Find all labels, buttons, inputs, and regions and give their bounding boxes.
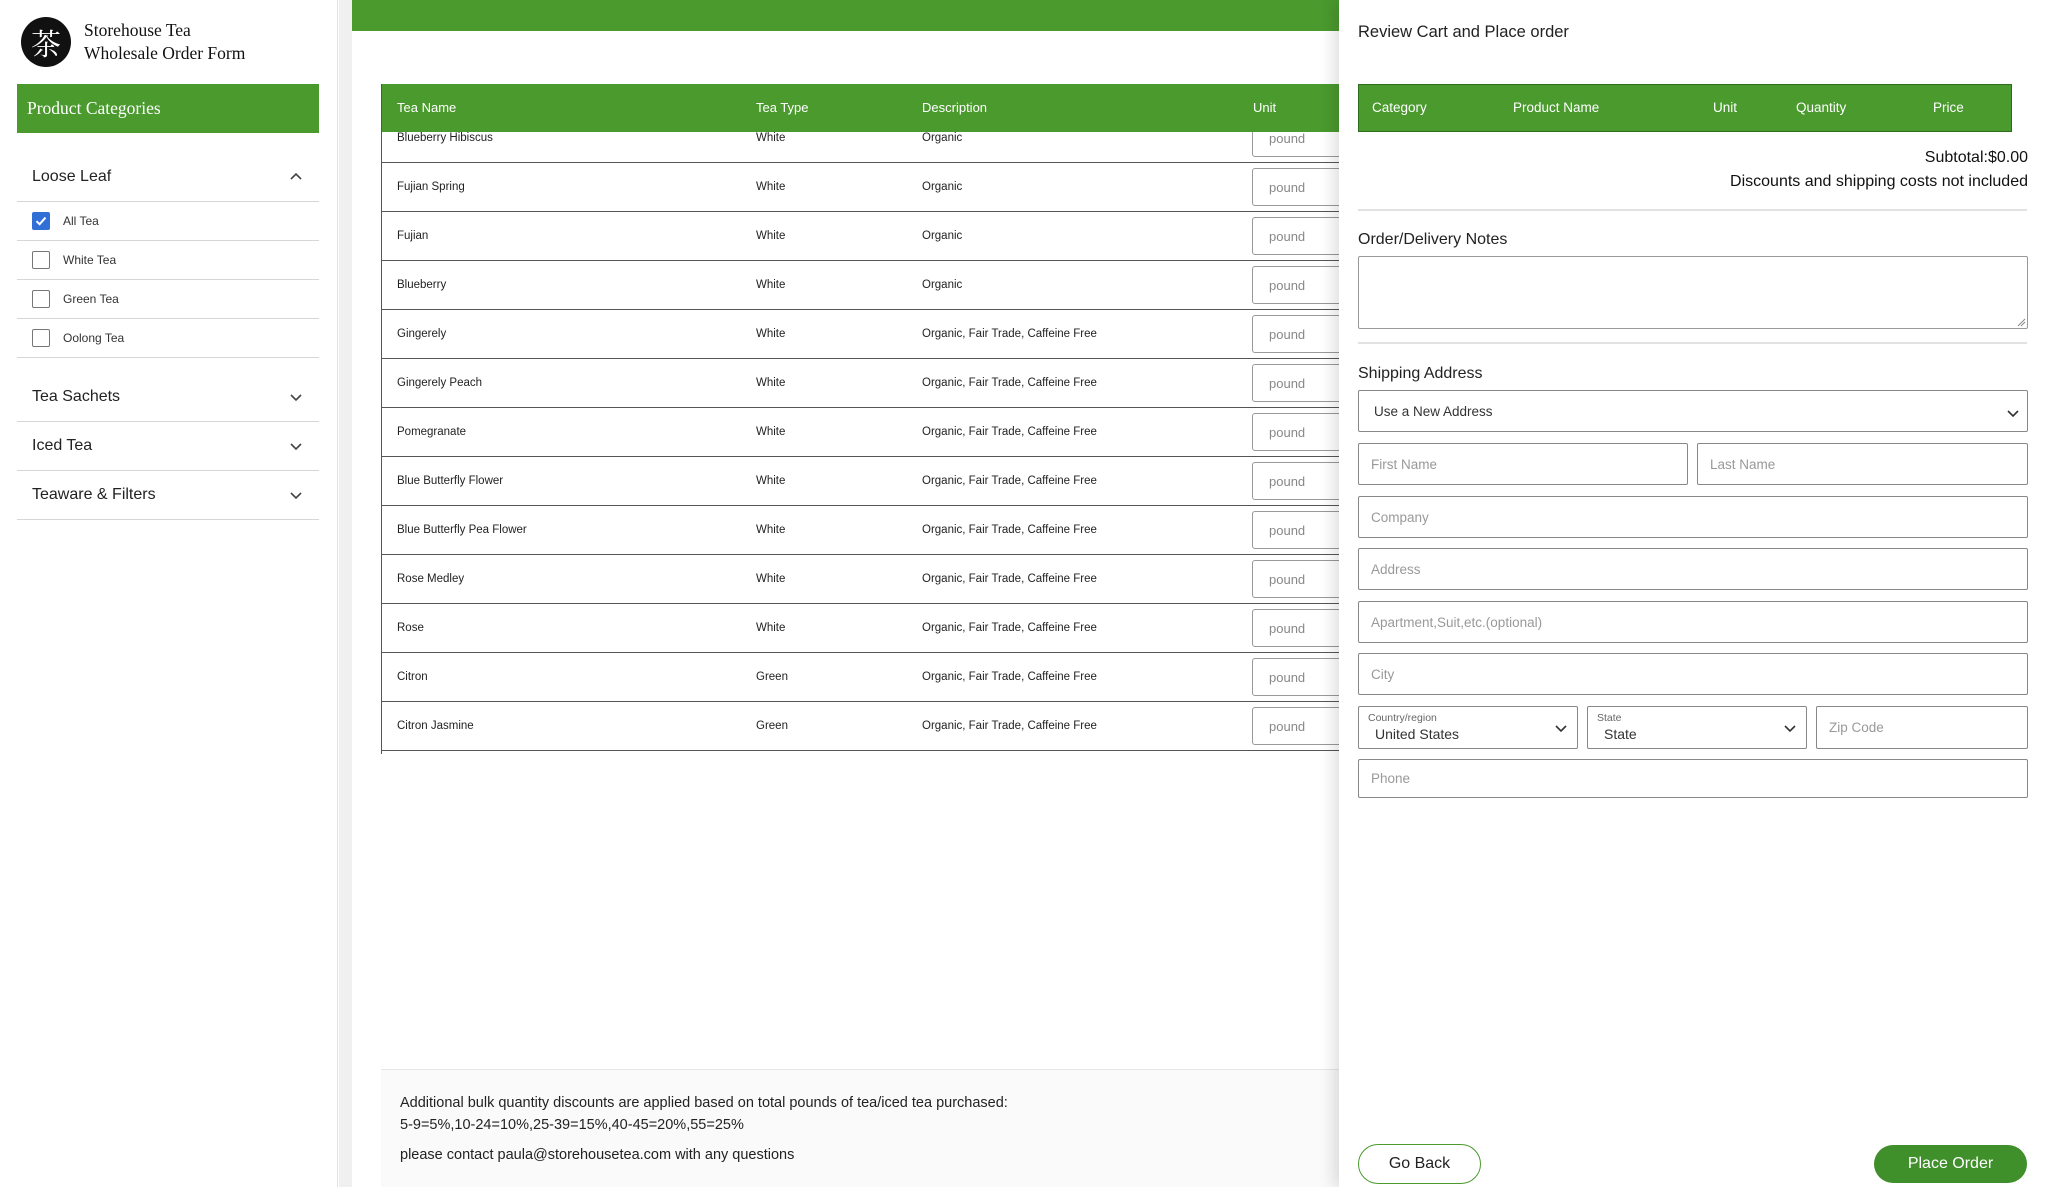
chevron-up-icon bbox=[287, 168, 305, 186]
brand-line-1: Storehouse Tea bbox=[84, 20, 191, 40]
filter-label: Oolong Tea bbox=[63, 331, 125, 345]
section-toggle-tea-sachets[interactable] bbox=[17, 372, 319, 421]
section-label: Iced Tea bbox=[32, 436, 93, 454]
tea-name-cell: Rose Medley bbox=[397, 573, 465, 585]
section-label: Teaware & Filters bbox=[32, 485, 156, 503]
sidebar bbox=[0, 0, 338, 1187]
tea-name-cell: Citron Jasmine bbox=[397, 720, 474, 732]
discount-line-2: 5-9=5%,10-24=10%,25-39=15%,40-45=20%,55=25% bbox=[400, 1117, 744, 1133]
table-row[interactable] bbox=[382, 310, 1341, 359]
table-row[interactable] bbox=[382, 457, 1341, 506]
subtotal-value: $0.00 bbox=[1987, 149, 2028, 166]
col-tea-type: Tea Type bbox=[756, 100, 809, 115]
company-field[interactable] bbox=[1358, 496, 2028, 538]
first-name-placeholder: First Name bbox=[1371, 456, 1438, 472]
go-back-button[interactable]: Go Back bbox=[1358, 1144, 1481, 1184]
tea-type-cell: White bbox=[756, 132, 786, 144]
unit-value: pound bbox=[1269, 277, 1306, 293]
description-cell: Organic, Fair Trade, Caffeine Free bbox=[922, 377, 1097, 389]
tea-type-cell: White bbox=[756, 524, 786, 536]
section-loose-leaf bbox=[17, 152, 319, 358]
filter-all-tea[interactable] bbox=[17, 201, 319, 240]
chevron-down-icon bbox=[287, 486, 305, 504]
unit-value: pound bbox=[1269, 571, 1306, 587]
unit-value: pound bbox=[1269, 424, 1306, 440]
unit-select[interactable] bbox=[1252, 658, 1341, 696]
tea-type-cell: White bbox=[756, 279, 786, 291]
unit-select[interactable] bbox=[1252, 560, 1341, 598]
filter-oolong-tea[interactable] bbox=[17, 318, 319, 357]
tea-type-cell: White bbox=[756, 426, 786, 438]
discount-line-1: Additional bulk quantity discounts are applied based on total pounds of tea/iced tea purchased: bbox=[400, 1095, 1008, 1111]
tea-type-cell: White bbox=[756, 230, 786, 242]
shipping-address-label: Shipping Address bbox=[1358, 365, 1483, 382]
table-row[interactable] bbox=[382, 702, 1341, 751]
table-row[interactable] bbox=[382, 261, 1341, 310]
state-value: State bbox=[1604, 726, 1637, 742]
tea-type-cell: White bbox=[756, 475, 786, 487]
checkbox[interactable] bbox=[32, 290, 50, 308]
tea-type-cell: White bbox=[756, 573, 786, 585]
unit-select[interactable] bbox=[1252, 266, 1341, 304]
unit-select[interactable] bbox=[1252, 132, 1341, 157]
phone-placeholder: Phone bbox=[1371, 771, 1411, 786]
tea-name-cell: Rose bbox=[397, 622, 424, 634]
cart-title: Review Cart and Place order bbox=[1358, 23, 1569, 41]
company-placeholder: Company bbox=[1371, 509, 1429, 525]
table-row[interactable] bbox=[382, 359, 1341, 408]
tea-name-cell: Blueberry bbox=[397, 279, 447, 291]
cart-panel bbox=[1339, 0, 2048, 1187]
unit-value: pound bbox=[1269, 718, 1306, 734]
country-select[interactable] bbox=[1358, 706, 1578, 749]
tea-name-cell: Blue Butterfly Pea Flower bbox=[397, 524, 527, 536]
address-placeholder: Address bbox=[1371, 561, 1421, 577]
country-value: United States bbox=[1375, 726, 1460, 742]
col-tea-name: Tea Name bbox=[397, 100, 457, 115]
subtotal-label: Subtotal: bbox=[1924, 149, 1988, 166]
description-cell: Organic, Fair Trade, Caffeine Free bbox=[922, 720, 1097, 732]
chevron-down-icon bbox=[287, 437, 305, 455]
table-row[interactable] bbox=[382, 212, 1341, 261]
description-cell: Organic, Fair Trade, Caffeine Free bbox=[922, 573, 1097, 585]
cart-col-quantity: Quantity bbox=[1796, 100, 1847, 115]
unit-value: pound bbox=[1269, 179, 1306, 195]
description-cell: Organic, Fair Trade, Caffeine Free bbox=[922, 475, 1097, 487]
filter-label: All Tea bbox=[63, 214, 99, 228]
tea-name-cell: Blue Butterfly Flower bbox=[397, 475, 504, 487]
table-body bbox=[382, 132, 1341, 754]
subtotal bbox=[1925, 149, 2028, 167]
top-green-band bbox=[352, 0, 1340, 31]
unit-value: pound bbox=[1269, 132, 1306, 146]
unit-value: pound bbox=[1269, 620, 1306, 636]
cart-table-header bbox=[1358, 84, 2012, 132]
section-toggle-loose-leaf[interactable] bbox=[17, 152, 319, 201]
tea-type-cell: Green bbox=[756, 671, 788, 683]
unit-select[interactable] bbox=[1252, 707, 1341, 745]
filter-white-tea[interactable] bbox=[17, 240, 319, 279]
divider bbox=[1358, 342, 2027, 344]
tea-type-cell: White bbox=[756, 377, 786, 389]
tea-type-cell: Green bbox=[756, 720, 788, 732]
first-name-field[interactable] bbox=[1358, 443, 1688, 485]
table-row[interactable] bbox=[382, 506, 1341, 555]
state-label: State bbox=[1597, 712, 1622, 724]
description-cell: Organic, Fair Trade, Caffeine Free bbox=[922, 328, 1097, 340]
cart-col-category: Category bbox=[1372, 100, 1427, 115]
unit-select[interactable] bbox=[1252, 217, 1341, 255]
cart-col-unit: Unit bbox=[1713, 100, 1738, 115]
description-cell: Organic, Fair Trade, Caffeine Free bbox=[922, 671, 1097, 683]
description-cell: Organic, Fair Trade, Caffeine Free bbox=[922, 622, 1097, 634]
tea-name-cell: Fujian bbox=[397, 230, 429, 242]
unit-select[interactable] bbox=[1252, 462, 1341, 500]
zip-code-field[interactable] bbox=[1816, 706, 2028, 749]
tea-name-cell: Fujian Spring bbox=[397, 181, 465, 193]
apartment-field[interactable] bbox=[1358, 601, 2028, 643]
country-label: Country/region bbox=[1368, 712, 1437, 724]
unit-value: pound bbox=[1269, 228, 1306, 244]
section-label: Tea Sachets bbox=[32, 387, 121, 405]
description-cell: Organic bbox=[922, 230, 963, 242]
section-label: Loose Leaf bbox=[32, 167, 112, 185]
place-order-button[interactable]: Place Order bbox=[1874, 1145, 2027, 1183]
tea-name-cell: Gingerely Peach bbox=[397, 377, 483, 389]
tea-logo-icon: 茶 bbox=[21, 17, 71, 67]
unit-select[interactable] bbox=[1252, 315, 1341, 353]
resize-grip-icon[interactable] bbox=[2016, 317, 2026, 327]
description-cell: Organic, Fair Trade, Caffeine Free bbox=[922, 426, 1097, 438]
table-row[interactable] bbox=[382, 163, 1341, 212]
unit-value: pound bbox=[1269, 326, 1306, 342]
discount-disclaimer: Discounts and shipping costs not included bbox=[1730, 173, 2028, 190]
brand-title bbox=[84, 19, 245, 65]
checkbox[interactable] bbox=[32, 329, 50, 347]
unit-value: pound bbox=[1269, 669, 1306, 685]
cart-col-price: Price bbox=[1933, 100, 1964, 115]
table-row[interactable] bbox=[382, 604, 1341, 653]
col-unit: Unit bbox=[1253, 100, 1277, 115]
filter-label: White Tea bbox=[63, 253, 117, 267]
table-row[interactable] bbox=[382, 555, 1341, 604]
city-placeholder: City bbox=[1371, 666, 1395, 682]
sidebar-divider bbox=[339, 0, 352, 1187]
section-iced-tea bbox=[17, 421, 319, 471]
brand-line-2: Wholesale Order Form bbox=[84, 43, 246, 63]
unit-select[interactable] bbox=[1252, 364, 1341, 402]
checkbox[interactable] bbox=[32, 251, 50, 269]
tea-name-cell: Blueberry Hibiscus bbox=[397, 132, 493, 144]
unit-value: pound bbox=[1269, 522, 1306, 538]
chevron-down-icon bbox=[2005, 405, 2021, 421]
description-cell: Organic bbox=[922, 181, 963, 193]
check-icon bbox=[34, 214, 48, 228]
cart-col-product-name: Product Name bbox=[1513, 100, 1600, 115]
last-name-placeholder: Last Name bbox=[1710, 456, 1776, 472]
tea-name-cell: Pomegranate bbox=[397, 426, 467, 438]
tea-name-cell: Gingerely bbox=[397, 328, 447, 340]
tea-type-cell: White bbox=[756, 622, 786, 634]
unit-select[interactable] bbox=[1252, 168, 1341, 206]
notes-label: Order/Delivery Notes bbox=[1358, 231, 1508, 248]
zip-placeholder: Zip Code bbox=[1829, 720, 1884, 735]
unit-select[interactable] bbox=[1252, 413, 1341, 451]
discount-note bbox=[381, 1069, 1341, 1187]
section-toggle-iced-tea[interactable] bbox=[17, 421, 319, 470]
chevron-down-icon bbox=[1553, 720, 1569, 736]
table-header bbox=[382, 84, 1341, 132]
tea-type-cell: White bbox=[756, 181, 786, 193]
address-select-value: Use a New Address bbox=[1374, 403, 1493, 419]
city-field[interactable] bbox=[1358, 653, 2028, 695]
unit-select[interactable] bbox=[1252, 609, 1341, 647]
section-teaware-filters bbox=[17, 470, 319, 520]
col-description: Description bbox=[922, 100, 988, 115]
description-cell: Organic, Fair Trade, Caffeine Free bbox=[922, 524, 1097, 536]
table-row[interactable] bbox=[382, 408, 1341, 457]
description-cell: Organic bbox=[922, 132, 963, 144]
tea-name-cell: Citron bbox=[397, 671, 428, 683]
last-name-field[interactable] bbox=[1697, 443, 2028, 485]
section-tea-sachets bbox=[17, 372, 319, 422]
unit-select[interactable] bbox=[1252, 511, 1341, 549]
description-cell: Organic bbox=[922, 279, 963, 291]
address-select[interactable] bbox=[1358, 390, 2028, 432]
table-row[interactable] bbox=[382, 132, 1341, 163]
section-toggle-teaware-filters[interactable] bbox=[17, 470, 319, 519]
product-table bbox=[381, 84, 1341, 754]
divider bbox=[1358, 209, 2027, 211]
contact-line: please contact paula@storehousetea.com with any questions bbox=[400, 1147, 795, 1163]
address-field[interactable] bbox=[1358, 548, 2028, 590]
chevron-down-icon bbox=[287, 388, 305, 406]
phone-field[interactable] bbox=[1358, 759, 2028, 798]
filter-green-tea[interactable] bbox=[17, 279, 319, 318]
unit-value: pound bbox=[1269, 473, 1306, 489]
notes-textarea[interactable] bbox=[1358, 256, 2028, 329]
unit-value: pound bbox=[1269, 375, 1306, 391]
brand[interactable] bbox=[21, 17, 245, 67]
state-select[interactable] bbox=[1587, 706, 1807, 749]
tea-type-cell: White bbox=[756, 328, 786, 340]
table-row[interactable] bbox=[382, 653, 1341, 702]
checkbox-checked[interactable] bbox=[32, 212, 50, 230]
chevron-down-icon bbox=[1782, 720, 1798, 736]
product-categories-header: Product Categories bbox=[17, 84, 319, 133]
filter-label: Green Tea bbox=[63, 292, 119, 306]
apartment-placeholder: Apartment,Suit,etc.(optional) bbox=[1371, 614, 1543, 630]
